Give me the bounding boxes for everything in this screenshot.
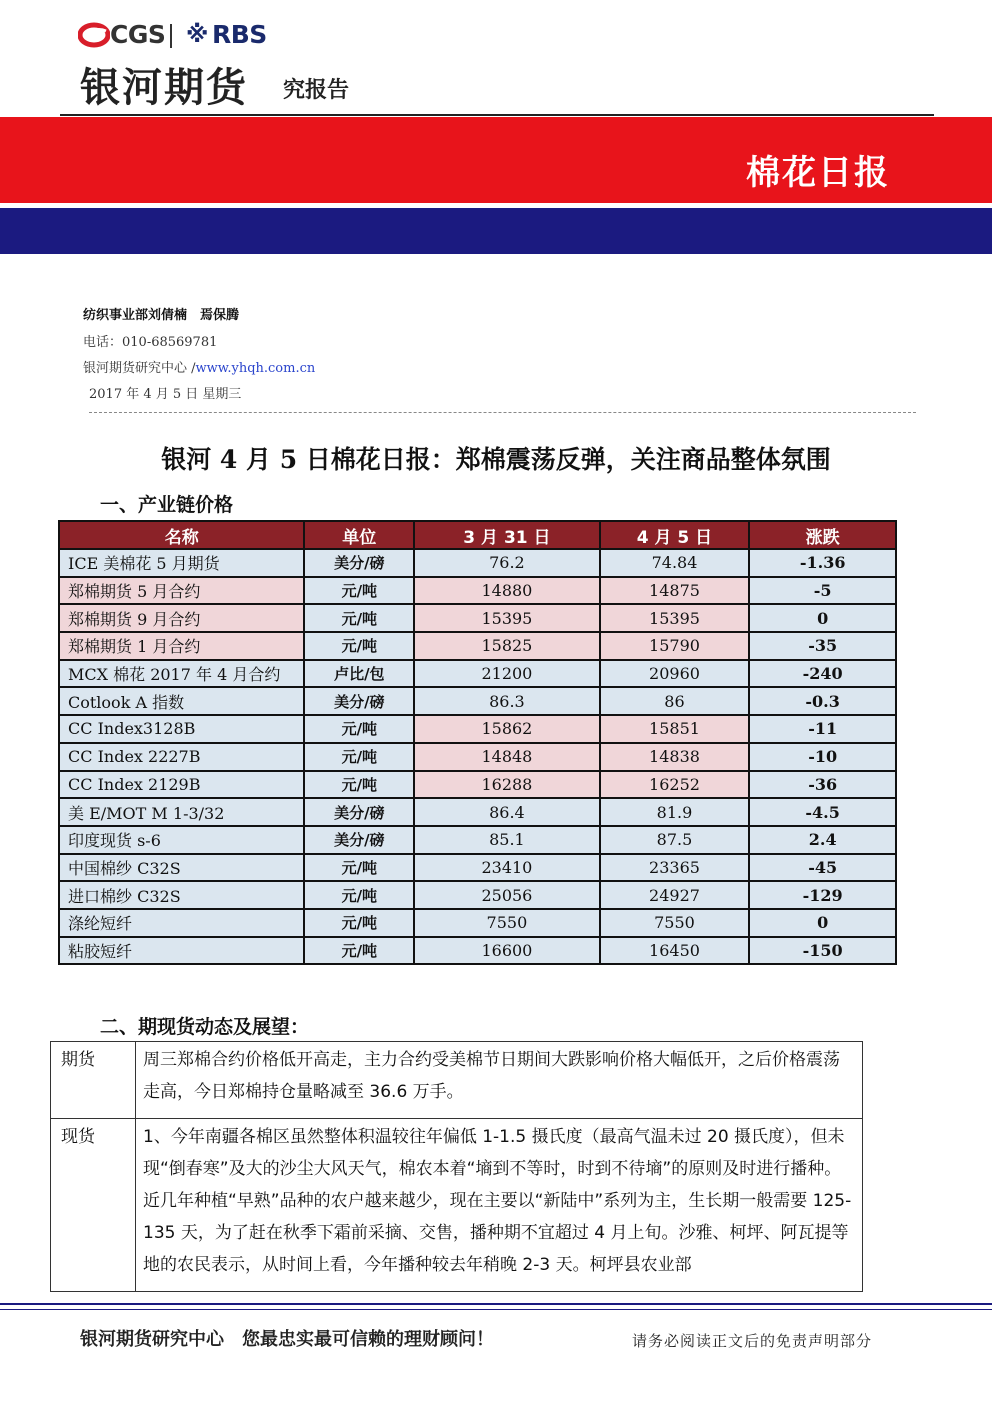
- price-row-name: ICE 美棉花 5 月期货: [59, 549, 304, 577]
- price-row-change: -4.5: [749, 798, 896, 826]
- price-row-unit: 美分/磅: [304, 549, 414, 577]
- price-row-mar31: 16600: [414, 937, 600, 965]
- price-row-change: -240: [749, 660, 896, 688]
- price-row: [59, 549, 896, 577]
- price-row-change: -0.3: [749, 687, 896, 715]
- footer-rule-bottom: [0, 1309, 992, 1310]
- footer-rule-top: [0, 1303, 992, 1305]
- logo-cgs-text: CGS: [110, 20, 166, 49]
- price-row-unit: 元/吨: [304, 604, 414, 632]
- price-row-mar31: 15395: [414, 604, 600, 632]
- price-row-mar31: 7550: [414, 909, 600, 937]
- price-row-mar31: 86.4: [414, 798, 600, 826]
- report-date: 2017 年 4 月 5 日 星期三: [89, 387, 242, 402]
- section-2-heading: 二、期现货动态及展望：: [100, 1016, 310, 1038]
- price-row-change: -45: [749, 854, 896, 882]
- price-row-change: -10: [749, 743, 896, 771]
- section-1-heading: 一、产业链价格: [100, 494, 234, 516]
- rbs-logo-icon: ※: [186, 22, 209, 48]
- price-row-apr5: 14838: [600, 743, 750, 771]
- price-row-apr5: 15790: [600, 632, 750, 660]
- price-row-name: CC Index 2129B: [59, 771, 304, 799]
- price-row-mar31: 23410: [414, 854, 600, 882]
- price-row: [59, 660, 896, 688]
- price-row: [59, 826, 896, 854]
- price-row-name: Cotlook A 指数: [59, 687, 304, 715]
- price-row-name: CC Index 2227B: [59, 743, 304, 771]
- price-row-apr5: 20960: [600, 660, 750, 688]
- price-row-mar31: 85.1: [414, 826, 600, 854]
- price-row-apr5: 86: [600, 687, 750, 715]
- author-phone: 电话：010-68569781: [83, 335, 218, 350]
- price-row: [59, 798, 896, 826]
- outlook-row-futures: [51, 1042, 863, 1119]
- price-row-unit: 元/吨: [304, 743, 414, 771]
- site-link[interactable]: www.yhqh.com.cn: [195, 361, 316, 376]
- price-row: [59, 632, 896, 660]
- price-row-change: -11: [749, 715, 896, 743]
- price-row-name: 郑棉期货 9 月合约: [59, 604, 304, 632]
- brand-name: 银河期货: [80, 65, 248, 111]
- price-row-apr5: 16450: [600, 937, 750, 965]
- price-row-change: 0: [749, 604, 896, 632]
- price-row-name: 进口棉纱 C32S: [59, 881, 304, 909]
- price-row-unit: 元/吨: [304, 881, 414, 909]
- col-header-name: 名称: [59, 521, 304, 549]
- price-row-unit: 元/吨: [304, 632, 414, 660]
- price-row-apr5: 15395: [600, 604, 750, 632]
- price-row-name: 郑棉期货 1 月合约: [59, 632, 304, 660]
- price-row-unit: 美分/磅: [304, 798, 414, 826]
- price-row-apr5: 74.84: [600, 549, 750, 577]
- price-row-name: 美 E/MOT M 1-3/32: [59, 798, 304, 826]
- price-row-unit: 元/吨: [304, 577, 414, 605]
- price-row-mar31: 25056: [414, 881, 600, 909]
- price-row-unit: 卢比/包: [304, 660, 414, 688]
- spot-label: 现货: [51, 1119, 136, 1292]
- futures-label: 期货: [51, 1042, 136, 1119]
- price-row-apr5: 24927: [600, 881, 750, 909]
- price-row: [59, 937, 896, 965]
- price-row-mar31: 14848: [414, 743, 600, 771]
- price-row-change: 0: [749, 909, 896, 937]
- price-row: [59, 743, 896, 771]
- price-row-mar31: 14880: [414, 577, 600, 605]
- price-row: [59, 909, 896, 937]
- report-type-title: 棉花日报: [746, 153, 890, 193]
- price-row-apr5: 87.5: [600, 826, 750, 854]
- price-row-change: -129: [749, 881, 896, 909]
- price-row-unit: 元/吨: [304, 854, 414, 882]
- price-row-apr5: 7550: [600, 909, 750, 937]
- dashed-divider: [89, 412, 916, 413]
- price-row-change: 2.4: [749, 826, 896, 854]
- header-divider: [60, 114, 934, 116]
- price-row-apr5: 81.9: [600, 798, 750, 826]
- futures-text: 周三郑棉合约价格低开高走，主力合约受美棉节日期间大跌影响价格大幅低开，之后价格震荡走高，今日郑棉持仓量略减至 36.6 万手。: [136, 1042, 863, 1119]
- price-row-mar31: 15862: [414, 715, 600, 743]
- footer-disclaimer-note: 请务必阅读正文后的免责声明部分: [632, 1332, 873, 1350]
- col-header-mar31: 3 月 31 日: [414, 521, 600, 549]
- price-row: [59, 687, 896, 715]
- article-title: 银河 4 月 5 日棉花日报：郑棉震荡反弹，关注商品整体氛围: [161, 445, 831, 474]
- price-row-unit: 美分/磅: [304, 687, 414, 715]
- spot-text: 1、今年南疆各棉区虽然整体积温较往年偏低 1-1.5 摄氏度（最高气温未过 20 摄氏度），但未现“倒春寒”及大的沙尘大风天气，棉农本着“墒到不等时，时到不待墒”的原则及时进行播种。近几年种植“早熟”品种的农户越来越少，现在主要以“新陆中”系列为主，生长期一般需要 125-135 天，为了赶在秋季下霜前采摘、交售，播种期不宜超过 4 月上旬。沙雅、柯坪、阿瓦提等地的农民表示，从时间上看，今年播种较去年稍晚 2-3 天。柯坪县农业部: [136, 1119, 863, 1292]
- price-row-apr5: 15851: [600, 715, 750, 743]
- price-row-apr5: 23365: [600, 854, 750, 882]
- price-row: [59, 881, 896, 909]
- price-row-apr5: 16252: [600, 771, 750, 799]
- price-table: [58, 520, 897, 965]
- price-row-name: 粘胶短纤: [59, 937, 304, 965]
- price-row-unit: 美分/磅: [304, 826, 414, 854]
- price-row-mar31: 86.3: [414, 687, 600, 715]
- navy-band: [0, 208, 992, 254]
- brand-subtitle: 究报告: [283, 78, 350, 103]
- outlook-table: [50, 1041, 863, 1292]
- price-row-name: 中国棉纱 C32S: [59, 854, 304, 882]
- price-row-unit: 元/吨: [304, 937, 414, 965]
- price-row: [59, 771, 896, 799]
- price-table-header: [59, 521, 896, 549]
- price-row: [59, 715, 896, 743]
- price-row-unit: 元/吨: [304, 771, 414, 799]
- price-row-name: MCX 棉花 2017 年 4 月合约: [59, 660, 304, 688]
- price-row-change: -5: [749, 577, 896, 605]
- site-prefix: 银河期货研究中心 /: [83, 361, 196, 376]
- footer-slogan: 银河期货研究中心 您最忠实最可信赖的理财顾问！: [80, 1329, 494, 1350]
- outlook-row-spot: [51, 1119, 863, 1292]
- price-row-unit: 元/吨: [304, 715, 414, 743]
- price-row-change: -35: [749, 632, 896, 660]
- price-row-mar31: 15825: [414, 632, 600, 660]
- logo-separator: [170, 24, 172, 48]
- price-row: [59, 854, 896, 882]
- price-row-change: -150: [749, 937, 896, 965]
- price-row-name: 印度现货 s-6: [59, 826, 304, 854]
- price-row-name: 涤纶短纤: [59, 909, 304, 937]
- price-row-change: -36: [749, 771, 896, 799]
- author-names: 纺织事业部刘倩楠 焉保腾: [83, 308, 240, 323]
- price-row-name: 郑棉期货 5 月合约: [59, 577, 304, 605]
- col-header-change: 涨跌: [749, 521, 896, 549]
- cgs-logo-icon: [78, 22, 110, 48]
- price-row-apr5: 14875: [600, 577, 750, 605]
- price-row: [59, 577, 896, 605]
- author-site: [83, 357, 315, 376]
- price-row-unit: 元/吨: [304, 909, 414, 937]
- price-row-mar31: 76.2: [414, 549, 600, 577]
- price-row-mar31: 21200: [414, 660, 600, 688]
- price-row: [59, 604, 896, 632]
- price-row-mar31: 16288: [414, 771, 600, 799]
- price-row-name: CC Index3128B: [59, 715, 304, 743]
- logo-rbs-text: RBS: [212, 20, 267, 49]
- col-header-unit: 单位: [304, 521, 414, 549]
- price-row-change: -1.36: [749, 549, 896, 577]
- col-header-apr5: 4 月 5 日: [600, 521, 750, 549]
